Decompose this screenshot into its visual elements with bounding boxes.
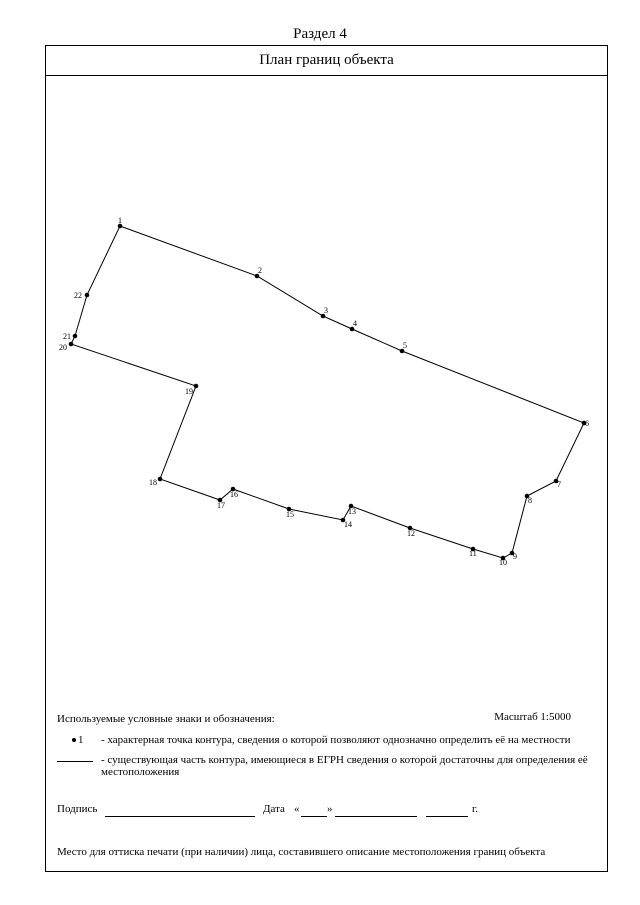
boundary-point-label-5: 5 (403, 341, 407, 350)
boundary-point-18 (158, 477, 163, 482)
boundary-point-label-18: 18 (149, 478, 157, 487)
boundary-point-label-20: 20 (59, 343, 67, 352)
boundary-point-20 (69, 342, 74, 347)
legend-heading: Используемые условные знаки и обозначения: (57, 713, 275, 725)
date-quote-open: « (294, 803, 300, 815)
boundary-point-label-22: 22 (74, 291, 82, 300)
boundary-point-label-9: 9 (513, 552, 517, 561)
boundary-point-label-19: 19 (185, 387, 193, 396)
boundary-point-label-17: 17 (217, 501, 225, 510)
legend-point-text: - характерная точка контура, сведения о которой позволяют однозначно определить её на местности (101, 734, 571, 746)
boundary-point-label-12: 12 (407, 529, 415, 538)
boundary-point-label-3: 3 (324, 306, 328, 315)
year-suffix: г. (472, 803, 479, 815)
boundary-point-21 (73, 334, 78, 339)
boundary-contour (71, 226, 584, 558)
boundary-point-label-13: 13 (348, 507, 356, 516)
boundary-point-label-15: 15 (286, 510, 294, 519)
boundary-point-label-2: 2 (258, 266, 262, 275)
scale-label: Масштаб 1:5000 (494, 711, 571, 723)
boundary-point-label-10: 10 (499, 558, 507, 567)
boundary-point-22 (85, 293, 90, 298)
plan-title: План границ объекта (46, 46, 607, 76)
boundary-point-label-6: 6 (585, 419, 589, 428)
boundary-point-label-11: 11 (469, 549, 477, 558)
point-symbol-number: 1 (78, 734, 84, 746)
section-title: Раздел 4 (293, 26, 347, 42)
boundary-point-label-21: 21 (63, 332, 71, 341)
date-quote-close: » (327, 803, 333, 815)
boundary-point-label-16: 16 (230, 490, 238, 499)
boundary-point-19 (194, 384, 199, 389)
boundary-point-label-4: 4 (353, 319, 357, 328)
boundary-point-label-8: 8 (528, 496, 532, 505)
boundary-point-label-14: 14 (344, 520, 352, 529)
date-label: Дата (263, 803, 285, 815)
signature-label: Подпись (57, 803, 98, 815)
stamp-note: Место для оттиска печати (при наличии) лица, составившего описание местоположения границ объекта (57, 846, 546, 858)
legend-line-text: - существующая часть контура, имеющиеся в ЕГРН сведения о которой достаточны для определения её местоположения (101, 754, 588, 778)
boundary-point-label-7: 7 (557, 480, 561, 489)
boundary-point-label-1: 1 (118, 216, 122, 225)
